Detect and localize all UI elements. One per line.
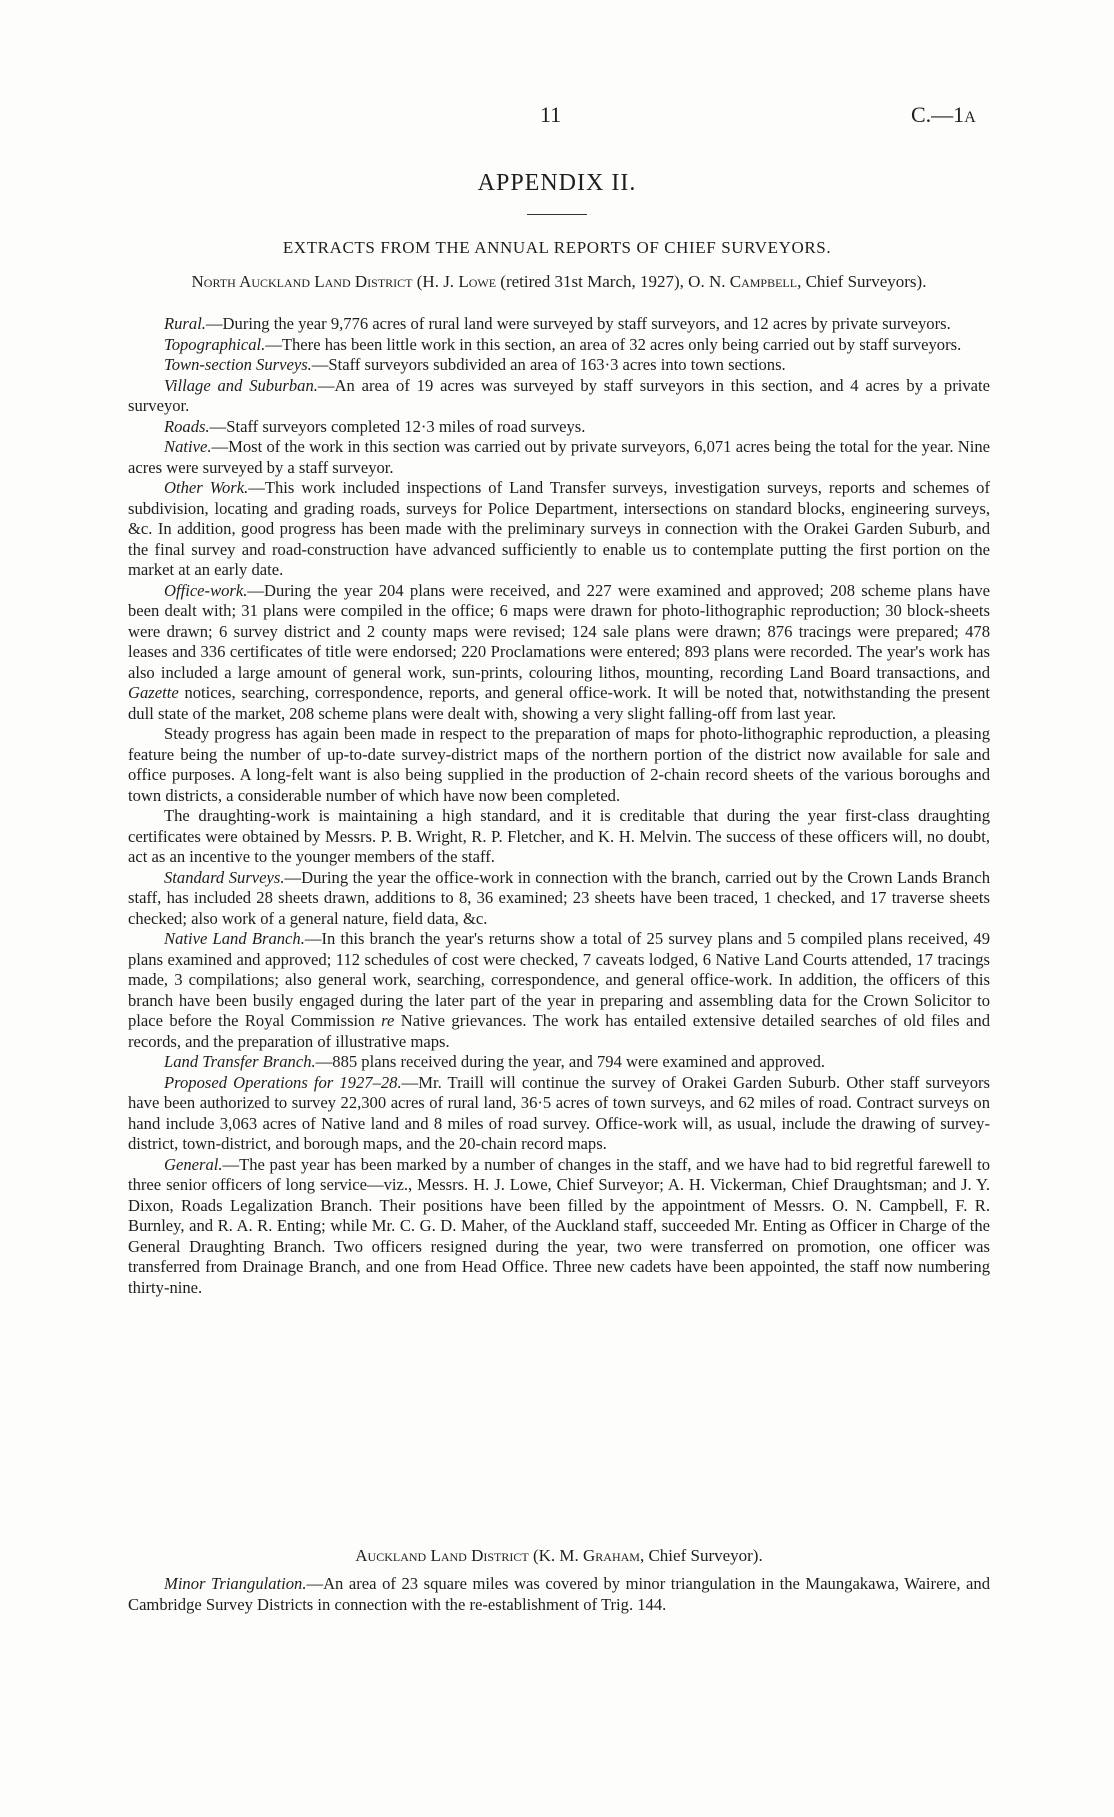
para-label: Proposed Operations for 1927–28. — [164, 1072, 402, 1092]
para-text: —During the year the office-work in connection with the branch, carried out by the Crown Lands Branch staff, has included 28 sheets drawn, additions to 8, 36 examined; 23 sheets have been traced, 1 checked, and 17 traverse sheets checked; also work of a general nature, field data, &c. — [128, 867, 991, 928]
north-heading-part: , Chief Surveyors). — [797, 272, 927, 291]
para-italic: re — [381, 1011, 395, 1030]
para-text: —Most of the work in this section was carried out by private surveyors, 6,071 acres being the total for the year. Nine acres were surveyed by a staff surveyor. — [128, 437, 990, 477]
paragraph-town-section — [128, 355, 990, 376]
para-label: Minor Triangulation. — [164, 1574, 307, 1593]
paragraph-rural — [128, 314, 990, 335]
page-subtitle: EXTRACTS FROM THE ANNUAL REPORTS OF CHIEF SURVEYORS. — [282, 238, 832, 257]
para-text: —During the year 9,776 acres of rural land were surveyed by staff surveyors, and 12 acres by private surveyors. — [205, 314, 951, 333]
auckland-heading-part: , Chief Surveyor). — [639, 1546, 763, 1565]
para-text: —Mr. Traill will continue the survey of Orakei Garden Suburb. Other staff surveyors have been authorized to survey 22,300 acres of rural land, 36·5 acres of town surveys, and 62 miles of road. Contract surveys on hand include 3,063 acres of Native land and 8 miles of road survey. Office-work will, as usual, include the drawing of survey-district, town-district, and borough maps, and the 20-chain record maps. — [128, 1072, 990, 1153]
para-text: —There has been little work in this section, an area of 32 acres only being carried out by staff surveyors. — [265, 334, 962, 354]
para-label: Native Land Branch. — [164, 929, 305, 948]
auckland-heading-graham: Graham — [583, 1546, 640, 1565]
para-text: —In this branch the year's returns show a total of 25 survey plans and 5 compiled plans received, 49 plans examined and approved; 112 schedules of cost were checked, 7 caveats lodged, 6 Native Land Courts attended, 17 tracings made, 3 compilations; also general work, searching, correspondence, and general office-work. In addition, the officers of this branch have been busily engaged during the later part of the year in preparing and assembling data for the Crown Solicitor to place before the Royal Commission — [128, 929, 990, 1030]
para-text: —885 plans received during the year, and 794 were examined and approved. — [315, 1052, 826, 1071]
auckland-heading-part: (K. M. — [528, 1546, 584, 1565]
paragraph-proposed-operations — [128, 1073, 990, 1155]
paragraph-steady-progress — [128, 724, 990, 806]
page-number: 11 — [540, 102, 562, 127]
para-label: Office-work. — [164, 580, 248, 600]
para-label: Topographical. — [164, 334, 266, 354]
paragraph-native — [128, 437, 990, 478]
para-text: Steady progress has again been made in respect to the preparation of maps for photo-lithographic reproduction, a pleasing feature being the number of up-to-date survey-district maps of the northern portion of the district now available for sale and office purposes. A long-felt want is also being supplied in the production of 2-chain record sheets of the various boroughs and town districts, a considerable number of which have now been completed. — [128, 724, 990, 805]
para-text: —An area of 23 square miles was covered by minor triangulation in the Maungakawa, Wairere, and Cambridge Survey Districts in connection with the re-establishment of Trig. 144. — [128, 1574, 990, 1614]
north-heading-campbell: Campbell — [729, 272, 798, 291]
north-heading-part: (H. J. — [412, 272, 459, 291]
para-text: —The past year has been marked by a number of changes in the staff, and we have had to bid regretful farewell to three senior officers of long service—viz., Messrs. H. J. Lowe, Chief Surveyor; A. H. Vickerman, Chief Draughtsman; and J. Y. Dixon, Roads Legalization Branch. Their positions have been filled by the appointment of Messrs. O. N. Campbell, F. R. Burnley, and R. A. R. Enting; while Mr. C. G. D. Maher, of the Auckland staff, succeeded Mr. Enting as Officer in Charge of the General Draughting Branch. Two officers resigned during the year, two were transferred on promotion, one officer was transferred from Drainage Branch, and one from Head Office. Three new cadets have been appointed, the staff now numbering thirty-nine. — [128, 1154, 990, 1297]
para-label: Land Transfer Branch. — [164, 1052, 316, 1071]
north-auckland-body — [128, 314, 990, 1298]
document-code-suffix: A — [964, 109, 976, 126]
paragraph-general — [128, 1155, 990, 1299]
auckland-district-name: Auckland Land District — [355, 1546, 529, 1565]
paragraph-native-land-branch — [128, 929, 990, 1052]
para-text: —An area of 19 acres was surveyed by staff surveyors in this section, and 4 acres by a private surveyor. — [128, 375, 990, 415]
para-label: Town-section Surveys. — [164, 355, 312, 374]
paragraph-office-work — [128, 581, 990, 725]
north-auckland-heading — [128, 272, 990, 293]
para-label: Roads. — [164, 416, 210, 436]
document-code-main: C.—1 — [911, 102, 965, 127]
paragraph-roads — [128, 417, 990, 438]
page-title: APPENDIX II. — [477, 170, 637, 196]
para-italic: Gazette — [128, 683, 179, 702]
para-label: Standard Surveys. — [164, 867, 285, 887]
paragraph-other-work — [128, 478, 990, 581]
para-text: The draughting-work is maintaining a high standard, and it is creditable that during the year first-class draughting certificates were obtained by Messrs. P. B. Wright, R. P. Fletcher, and K. H. Melvin. The success of these officers will, no doubt, act as an incentive to the younger members of the staff. — [128, 806, 990, 866]
north-heading-lowe: Lowe — [458, 272, 497, 291]
north-district-name: North Auckland Land District — [191, 272, 413, 291]
para-label: Native. — [164, 437, 212, 456]
para-text: notices, searching, correspondence, reports, and general office-work. It will be noted that, notwithstanding the present dull state of the market, 208 scheme plans were dealt with, showing a very slight falling-off from last year. — [128, 683, 990, 723]
paragraph-village — [128, 376, 990, 417]
para-label: General. — [164, 1154, 223, 1174]
para-label: Other Work. — [164, 478, 249, 497]
para-text: —Staff surveyors completed 12·3 miles of road surveys. — [209, 416, 586, 436]
paragraph-topographical — [128, 335, 990, 356]
para-label: Village and Suburban. — [164, 375, 318, 395]
paragraph-draughting — [128, 806, 990, 868]
title-rule — [527, 214, 587, 215]
paragraph-standard-surveys — [128, 868, 990, 930]
para-text: Native grievances. The work has entailed extensive detailed searches of old files and records, and the preparation of illustrative maps. — [128, 1011, 990, 1051]
document-code — [911, 102, 976, 128]
auckland-body — [128, 1574, 990, 1615]
para-label: Rural. — [164, 314, 206, 333]
paragraph-minor-triangulation — [128, 1574, 990, 1615]
para-text: —During the year 204 plans were received, and 227 were examined and approved; 208 scheme plans have been dealt with; 31 plans were compiled in the office; 6 maps were drawn for photo-lithographic reproduction; 30 block-sheets were drawn; 6 survey district and 2 county maps were revised; 124 sale plans were drawn; 876 tracings were prepared; 478 leases and 336 certificates of title were endorsed; 220 Proclamations were entered; 893 plans were recorded. The year's work has also included a large amount of general work, sun-prints, colouring lithos, mounting, recording Land Board transactions, and — [128, 580, 990, 682]
auckland-heading — [128, 1546, 990, 1567]
para-text: —This work included inspections of Land Transfer surveys, investigation surveys, reports and schemes of subdivision, locating and grading roads, surveys for Police Department, intersections on standard blocks, engineering surveys, &c. In addition, good progress has been made with the preliminary surveys in connection with the Orakei Garden Suburb, and the final survey and road-construction have advanced sufficiently to enable us to contemplate putting the first portion on the market at an early date. — [128, 478, 990, 579]
paragraph-land-transfer — [128, 1052, 990, 1073]
north-heading-part: (retired 31st March, 1927), O. N. — [496, 272, 730, 291]
para-text: —Staff surveyors subdivided an area of 163·3 acres into town sections. — [311, 355, 786, 374]
